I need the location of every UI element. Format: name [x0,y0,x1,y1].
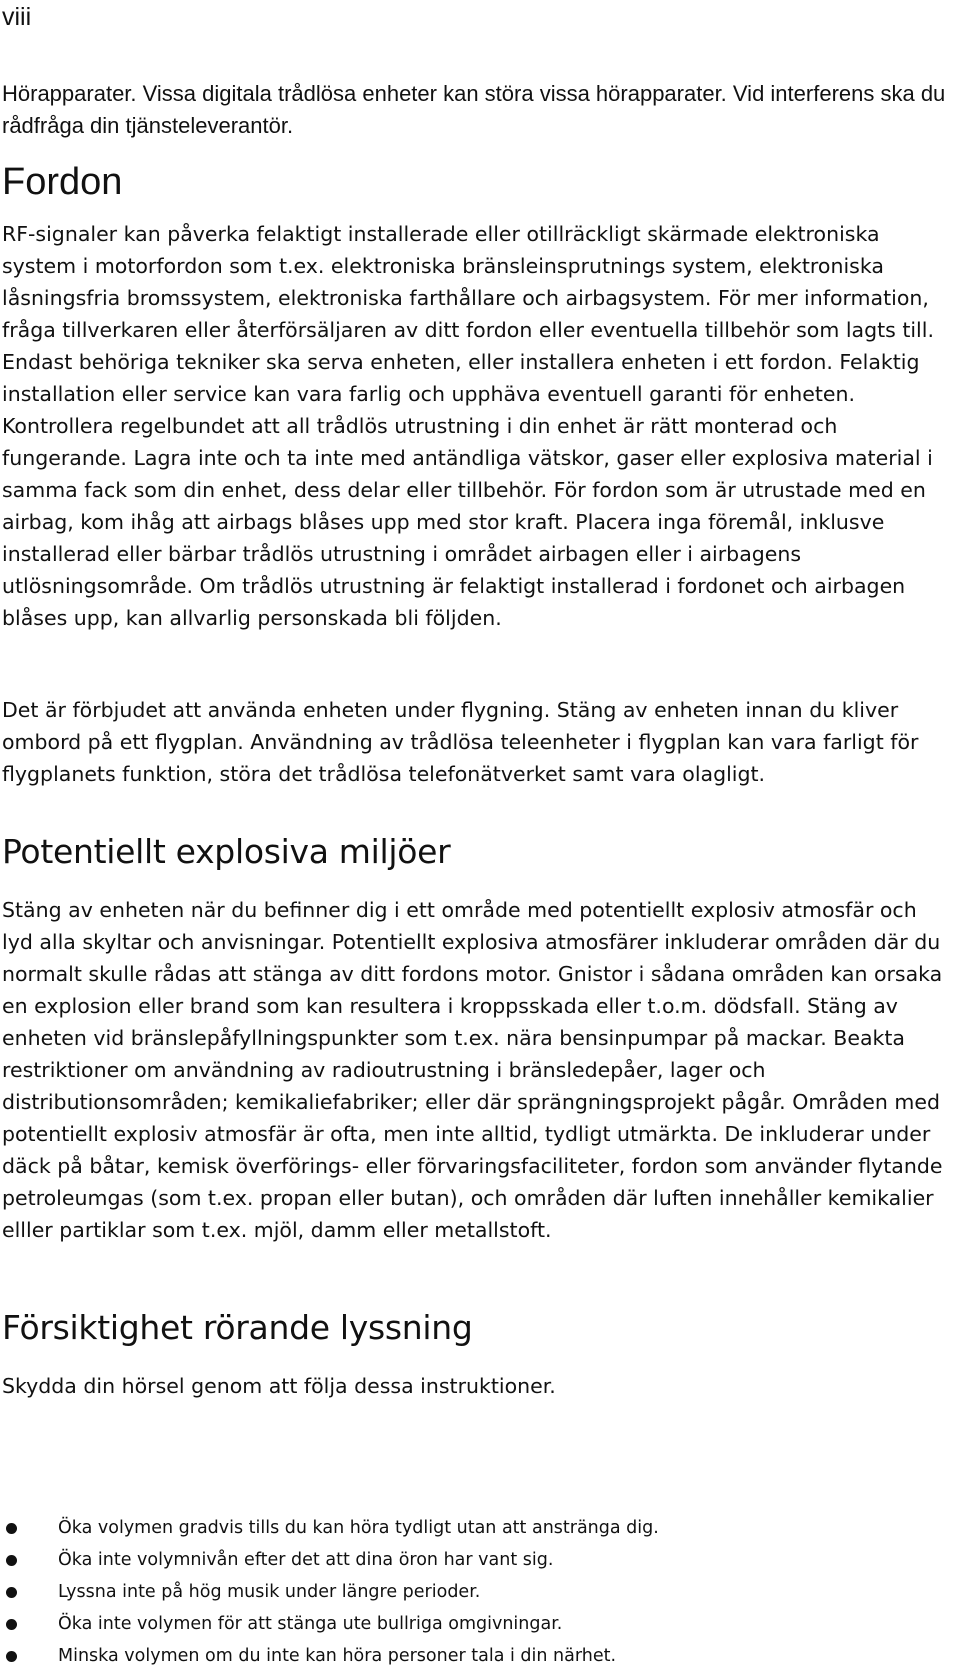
listening-caution-heading: Försiktighet rörande lyssning [2,1308,473,1347]
list-item [0,1512,945,1544]
list-item-text: Öka volymen gradvis tills du kan höra tydligt utan att anstränga dig. [58,1518,659,1538]
page-number: viii [2,3,32,31]
list-item-text: Öka inte volymnivån efter det att dina öron har vant sig. [58,1550,554,1570]
hearing-aids-paragraph: Hörapparater. Vissa digitala trådlösa enheter kan störa vissa hörapparater. Vid interferens ska du rådfråga din tjänsteleverantör. [2,81,946,138]
explosive-environments-paragraph: Stäng av enheten när du befinner dig i ett område med potentiellt explosiv atmosfär och lyd alla skyltar och anvisningar. Potentiellt explosiva atmosfärer inkluderar områden där du normalt skulle rådas att stänga av ditt fordons motor. Gnistor i sådana områden kan orsaka en explosion eller brand som kan resultera i kroppsskada eller t.o.m. dödsfall. Stäng av enheten vid bränslepåfyllningspunkter som t.ex. nära bensinpumpar på mackar. Beakta restriktioner om användning av radioutrustning i bränsledepåer, lager och distributionsområden; kemikaliefabriker; eller där sprängningsprojekt pågår. Områden med potentiellt explosiv atmosfär är ofta, men inte alltid, tydligt utmärkta. De inkluderar under däck på båtar, kemisk överförings- eller förvaringsfaciliteter, fordon som använder flytande petroleumgas (som t.ex. propan eller butan), och områden där luften innehåller kemikalier elller partiklar som t.ex. mjöl, damm eller metallstoft. [2,898,943,1242]
flight-paragraph: Det är förbjudet att använda enheten under flygning. Stäng av enheten innan du kliver ombord på ett flygplan. Användning av trådlösa teleenheter i flygplan kan vara farligt för flygplanets funktion, störa det trådlösa telefonätverket samt vara olagligt. [2,698,919,786]
list-item-text: Öka inte volymen för att stänga ute bullriga omgivningar. [58,1614,563,1634]
vehicles-heading: Fordon [2,161,123,203]
explosive-environments-heading: Potentiellt explosiva miljöer [2,832,451,871]
bullet-icon [6,1619,17,1630]
bullet-icon [6,1651,17,1662]
list-item [0,1640,945,1672]
vehicles-paragraph: RF-signaler kan påverka felaktigt installerade eller otillräckligt skärmade elektroniska system i motorfordon som t.ex. elektroniska bränsleinsprutnings system, elektroniska låsningsfria bromssystem, elektroniska farthållare och airbagsystem. För mer information, fråga tillverkaren eller återförsäljaren av ditt fordon eller eventuella tillbehör som lagts till. Endast behöriga tekniker ska serva enheten, eller installera enheten i ett fordon. Felaktig installation eller service kan vara farlig och upphäva eventuell garanti för enheten. Kontrollera regelbundet att all trådlös utrustning i din enhet är rätt monterad och fungerande. Lagra inte och ta inte med antändliga vätskor, gaser eller explosiva material i samma fack som din enhet, dess delar eller tillbehör. För fordon som är utrustade med en airbag, kom ihåg att airbags blåses upp med stor kraft. Placera inga föremål, inklusve installerad eller bärbar trådlös utrustning i området airbagen eller i airbagens utlösningsområde. Om trådlös utrustning är felaktigt installerad i fordonet och airbagen blåses upp, kan allvarlig personskada bli följden. [2,222,934,630]
list-item-text: Minska volymen om du inte kan höra personer tala i din närhet. [58,1646,617,1666]
list-item-text: Lyssna inte på hög musik under längre perioder. [58,1582,481,1602]
list-item [0,1576,945,1608]
listening-instructions-list [0,1512,945,1672]
bullet-icon [6,1555,17,1566]
bullet-icon [6,1587,17,1598]
bullet-icon [6,1523,17,1534]
listening-intro: Skydda din hörsel genom att följa dessa instruktioner. [2,1374,556,1398]
list-item [0,1544,945,1576]
list-item [0,1608,945,1640]
